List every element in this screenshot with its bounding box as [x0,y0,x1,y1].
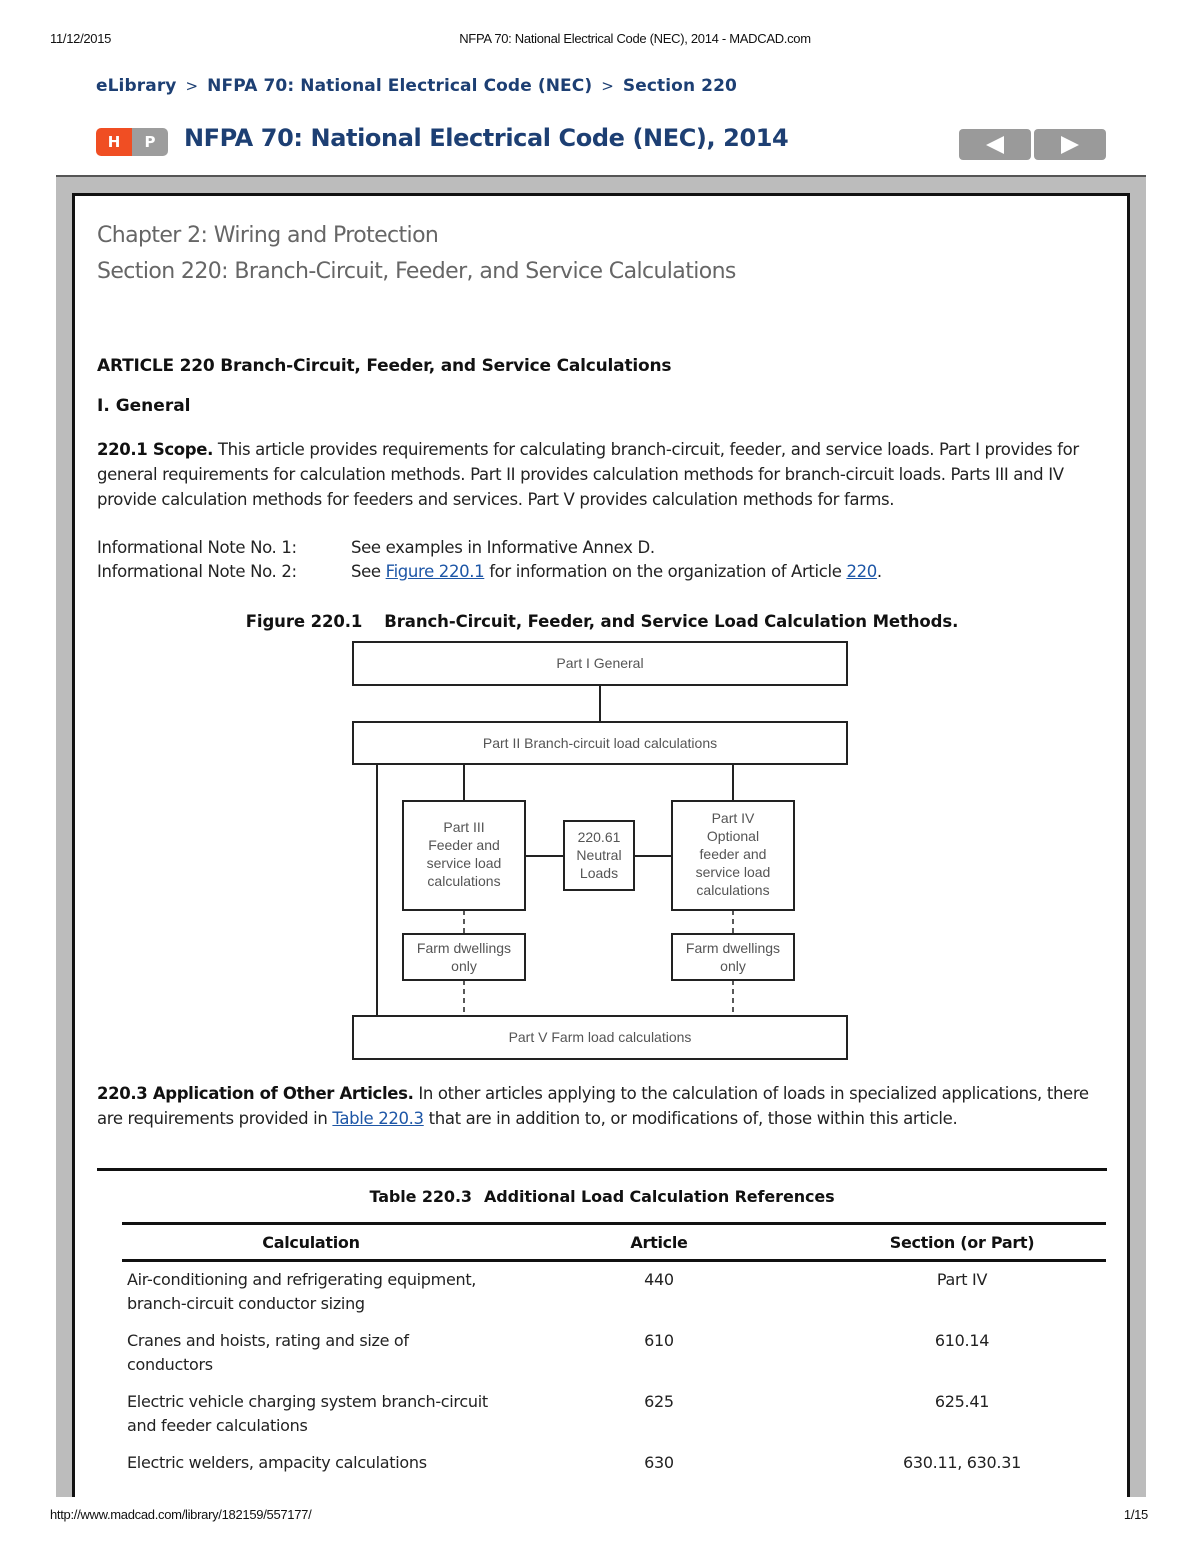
hp-badge [96,128,168,156]
part-heading: I. General [97,396,191,416]
cell-calculation: Cranes and hoists, rating and size of conductors [127,1331,409,1374]
box-part-1: Part I General [556,655,644,671]
breadcrumb [96,76,737,96]
box-part-3-line: Part III [443,819,485,835]
table-row [122,1323,1106,1384]
cell-article: 610 [644,1331,674,1350]
cell-article: 440 [644,1270,674,1289]
section-heading: Section 220: Branch-Circuit, Feeder, and Service Calculations [97,259,736,284]
print-page-title: NFPA 70: National Electrical Code (NEC), 2014 - MADCAD.com [459,31,811,46]
cell-section: 625.41 [934,1392,990,1411]
box-part-2: Part II Branch-circuit load calculations [482,735,718,751]
application-text: In other articles applying to the calculation of loads in specialized applications, there are requirements provided in [97,1084,1089,1128]
table-row [122,1445,1106,1482]
note-text: See [351,562,386,581]
note-text: . [876,562,882,581]
application-label: 220.3 Application of Other Articles. [97,1084,414,1103]
application-paragraph [97,1081,1109,1131]
box-part-3-line: service load [426,855,502,871]
cell-calculation: Electric vehicle charging system branch-circuit and feeder calculations [127,1392,488,1435]
box-part-3-line: Feeder and [428,837,500,853]
badge-p[interactable]: P [132,128,168,156]
scope-paragraph [97,437,1109,512]
load-calculation-table [122,1222,1106,1482]
box-part-4-line: calculations [696,882,770,898]
cell-calculation: Air-conditioning and refrigerating equipment, branch-circuit conductor sizing [127,1270,477,1313]
table-title: Additional Load Calculation References [483,1187,835,1206]
box-part-4-line: Optional [706,828,760,844]
figure-title: Branch-Circuit, Feeder, and Service Load Calculation Methods. [384,612,959,631]
table-220-3 [97,1168,1107,1482]
print-url: http://www.madcad.com/library/182159/557177/ [50,1507,312,1522]
note-label: Informational Note No. 1: [97,538,297,557]
breadcrumb-section-220[interactable]: Section 220 [622,76,737,96]
column-header-calculation: Calculation [122,1224,500,1261]
triangle-left-icon [986,136,1004,154]
print-footer [0,1507,1200,1525]
cell-section: 630.11, 630.31 [903,1453,1021,1472]
scope-label: 220.1 Scope. [97,440,214,459]
breadcrumb-separator: > [185,77,199,95]
previous-section-button[interactable] [959,129,1031,160]
table-top-rule [97,1168,1107,1171]
article-heading: ARTICLE 220 Branch-Circuit, Feeder, and Service Calculations [97,356,672,376]
print-header [0,31,1200,49]
table-row [122,1261,1106,1324]
print-date: 11/12/2015 [50,31,112,46]
note-label: Informational Note No. 2: [97,562,297,581]
cell-section: Part IV [936,1270,988,1289]
figure-number: Figure 220.1 [245,612,363,631]
box-part-4-line: Part IV [711,810,755,826]
next-section-button[interactable] [1034,129,1106,160]
box-farm-left-line: Farm dwellings [416,940,512,956]
box-neutral-line: Neutral [576,847,622,863]
column-header-section: Section (or Part) [818,1224,1106,1261]
table-caption [97,1187,1107,1206]
informational-note-2 [97,562,882,581]
table-220-3-link[interactable]: Table 220.3 [332,1109,424,1128]
print-page-number: 1/15 [1123,1507,1148,1522]
informational-note-1 [97,538,655,557]
note-text: for information on the organization of Article [484,562,847,581]
column-header-article: Article [500,1224,818,1261]
triangle-right-icon [1061,136,1079,154]
table-number: Table 220.3 [369,1187,472,1206]
box-neutral-line: Loads [579,865,619,881]
table-row [122,1384,1106,1445]
breadcrumb-separator: > [601,77,614,95]
cell-section: 610.14 [934,1331,990,1350]
content-panel [72,193,1130,1526]
box-farm-left-line: only [451,958,477,974]
box-part-4-line: feeder and [699,846,767,862]
breadcrumb-nfpa70[interactable]: NFPA 70: National Electrical Code (NEC) [207,76,593,96]
scope-text: This article provides requirements for calculating branch-circuit, feeder, and service loads. Part I provides for general requirements for calculation methods. Part II provides calculation methods for branch-circuit loads. Parts III and IV provide calculation methods for feeders and services. Part V provides calculation methods for farms. [97,440,1079,509]
figure-220-1-diagram [351,638,851,1064]
note-text: See examples in Informative Annex D. [351,538,655,557]
figure-caption [97,612,1107,631]
figure-220-1-link[interactable]: Figure 220.1 [385,562,485,581]
box-farm-right-line: only [720,958,746,974]
article-220-link[interactable]: 220 [846,562,877,581]
badge-h[interactable]: H [96,128,132,156]
cell-article: 630 [644,1453,674,1472]
cell-calculation: Electric welders, ampacity calculations [127,1453,427,1472]
box-part-3-line: calculations [427,873,501,889]
box-part-4-line: service load [695,864,771,880]
table-header-row [122,1224,1106,1261]
box-farm-right-line: Farm dwellings [685,940,781,956]
application-text: that are in addition to, or modifications of, those within this article. [423,1109,958,1128]
document-title: NFPA 70: National Electrical Code (NEC), 2014 [184,124,789,152]
box-neutral-line: 220.61 [577,829,621,845]
cell-article: 625 [644,1392,674,1411]
breadcrumb-elibrary[interactable]: eLibrary [96,76,177,96]
page-bottom-margin [0,1497,1200,1553]
box-part-5: Part V Farm load calculations [508,1029,692,1045]
chapter-heading: Chapter 2: Wiring and Protection [97,223,439,248]
